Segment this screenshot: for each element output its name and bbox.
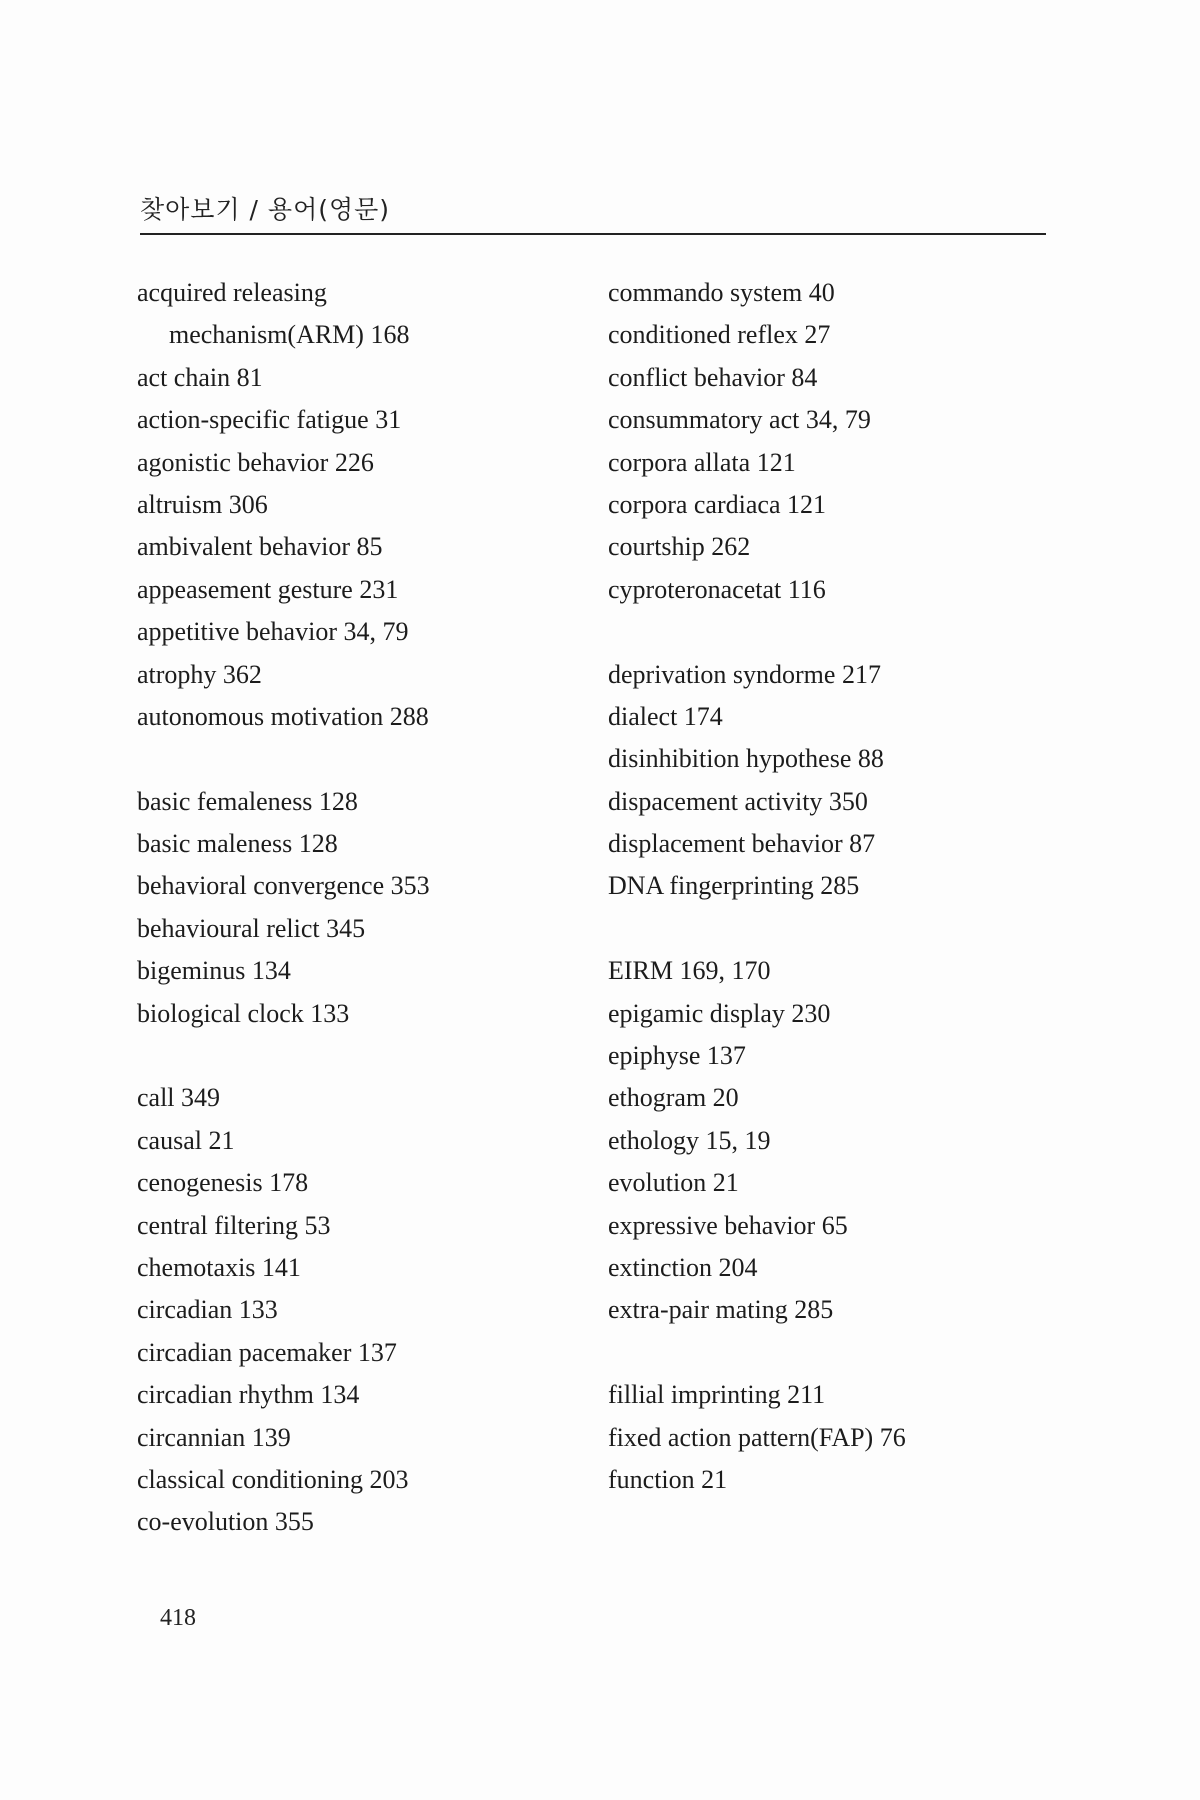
index-entry: disinhibition hypothese 88	[608, 744, 884, 774]
index-entry: acquired releasing	[137, 278, 327, 307]
index-column-right	[608, 272, 1068, 1501]
index-entry: basic femaleness 128	[137, 786, 358, 816]
index-entry: co-evolution 355	[137, 1507, 314, 1537]
index-entry: behavioural relict 345	[137, 913, 366, 943]
index-entry: circadian rhythm 134	[137, 1380, 360, 1410]
index-entry: corpora cardiaca 121	[608, 489, 826, 519]
section-gap	[137, 738, 597, 780]
index-entry: dialect 174	[608, 701, 723, 731]
index-entry: central filtering 53	[137, 1210, 331, 1240]
index-column-left	[137, 272, 597, 1544]
index-entry: causal 21	[137, 1125, 235, 1155]
section-gap	[608, 908, 1068, 950]
index-entry: appetitive behavior 34, 79	[137, 617, 409, 647]
index-entry: cyproteronacetat 116	[608, 574, 826, 604]
index-entry: epigamic display 230	[608, 998, 831, 1028]
index-entry: action-specific fatigue 31	[137, 405, 402, 435]
index-entry: autonomous motivation 288	[137, 701, 429, 731]
index-entry: extinction 204	[608, 1252, 758, 1282]
index-entry: act chain 81	[137, 362, 263, 392]
section-gap	[608, 1332, 1068, 1374]
section-gap	[608, 611, 1068, 653]
index-entry: extra-pair mating 285	[608, 1295, 834, 1325]
index-entry: biological clock 133	[137, 998, 350, 1028]
index-entry: fillial imprinting 211	[608, 1380, 826, 1410]
index-entry: corpora allata 121	[608, 447, 796, 477]
page-number: 418	[160, 1605, 196, 1631]
index-entry: deprivation syndorme 217	[608, 659, 881, 689]
index-entry: appeasement gesture 231	[137, 574, 399, 604]
index-entry: atrophy 362	[137, 659, 262, 689]
index-entry: behavioral convergence 353	[137, 871, 430, 901]
index-entry: conditioned reflex 27	[608, 320, 831, 350]
index-entry: EIRM 169, 170	[608, 956, 771, 986]
index-entry: expressive behavior 65	[608, 1210, 848, 1240]
index-entry: bigeminus 134	[137, 956, 291, 986]
index-entry: circannian 139	[137, 1422, 291, 1452]
index-entry: epiphyse 137	[608, 1041, 746, 1071]
index-entry: ethogram 20	[608, 1083, 739, 1113]
index-entry: basic maleness 128	[137, 829, 338, 859]
index-entry: ethology 15, 19	[608, 1125, 771, 1155]
index-entry: commando system 40	[608, 278, 835, 307]
index-entry: fixed action pattern(FAP) 76	[608, 1422, 906, 1452]
index-entry: DNA fingerprinting 285	[608, 871, 860, 901]
index-entry: agonistic behavior 226	[137, 447, 374, 477]
index-entry: dispacement activity 350	[608, 786, 868, 816]
index-entry: displacement behavior 87	[608, 829, 876, 859]
index-entry: classical conditioning 203	[137, 1464, 409, 1494]
index-entry: evolution 21	[608, 1168, 739, 1198]
header-rule	[140, 233, 1046, 235]
index-entry: function 21	[608, 1464, 728, 1494]
index-entry: circadian pacemaker 137	[137, 1337, 397, 1367]
index-entry: cenogenesis 178	[137, 1168, 309, 1198]
index-entry: courtship 262	[608, 532, 751, 562]
index-entry: ambivalent behavior 85	[137, 532, 383, 562]
section-gap	[137, 1035, 597, 1077]
index-entry: call 349	[137, 1083, 221, 1113]
index-entry: conflict behavior 84	[608, 362, 818, 392]
index-entry: altruism 306	[137, 489, 268, 519]
index-entry: circadian 133	[137, 1295, 278, 1325]
page-header-title: 찾아보기 / 용어(영문)	[140, 195, 391, 224]
index-entry-continuation: mechanism(ARM) 168	[169, 320, 410, 350]
index-entry: consummatory act 34, 79	[608, 405, 871, 435]
index-entry: chemotaxis 141	[137, 1252, 301, 1282]
